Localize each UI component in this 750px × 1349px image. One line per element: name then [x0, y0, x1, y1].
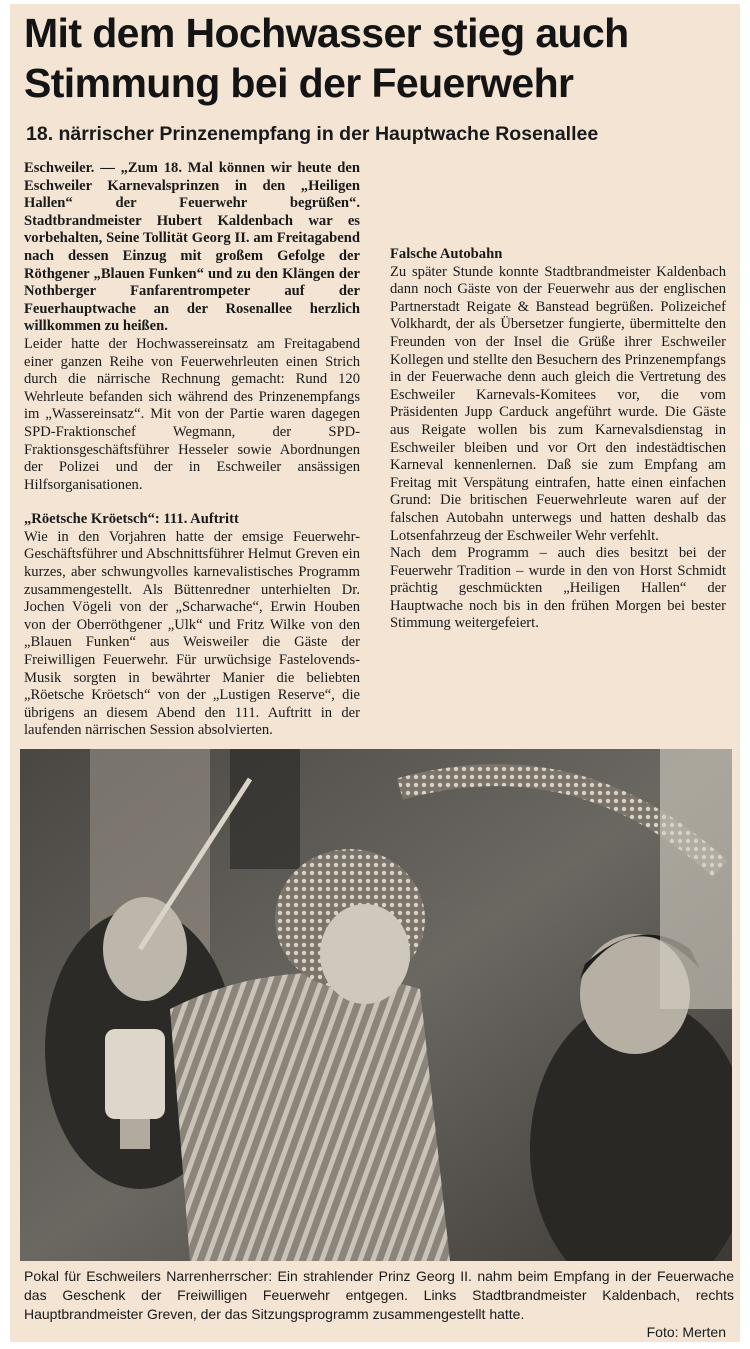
- photo-caption: Pokal für Eschweilers Narrenherrscher: Ein strahlender Prinz Georg II. nahm beim Empfang in der Feuerwache das Geschenk der Freiwilligen Feuerwehr entgegen. Links Stadtbrandmeister Kaldenbach, rechts Hauptbrandmeister Greven, der das Sitzungsprogramm zusammengestellt hatte.: [24, 1268, 734, 1322]
- article-column-left: [24, 160, 360, 739]
- article-paragraph: Nach dem Programm – auch dies besitzt bei der Feuerwehr Tradition – wurde in den von Horst Schmidt prächtig geschmückten „Heiligen Hallen“ der Hauptwache noch bis in den frühen Morgen bei bester Stimmung weitergefeiert.: [390, 545, 726, 632]
- section-heading: „Röetsche Kröetsch“: 111. Auftritt: [24, 511, 239, 528]
- photo-credit: Foto: Merten: [646, 1324, 726, 1340]
- article-paragraph: Zu später Stunde konnte Stadtbrandmeister Kaldenbach dann noch Gäste von der Feuerwehr aus der englischen Partnerstadt Reigate & Banstead begrüßen. Polizeichef Volkhardt, der als Übersetzer fungierte, übermittelte den Freunden von der Insel die Grüße ihrer Eschweiler Kollegen und stellte den Besuchern des Prinzenempfangs in der Feuerwache denn auch gleich die Vertretung des Eschweiler Karnevals-Komitees vor, die vom Präsidenten Jupp Carduck angeführt wurde. Die Gäste aus Reigate wollen bis zum Karnevalsdienstag in Eschweiler bleiben und vor Ort den indestädtischen Karneval kennenlernen. Daß sie zum Empfang am Freitag mit Verspätung eintrafen, hatte einen einfachen Grund: Die britischen Feuerwehrleute waren auf der falschen Autobahn unterwegs und hatten deshalb das Lotsenfahrzeug der Eschweiler Wehr verfehlt.: [390, 263, 726, 544]
- article-column-right: [390, 160, 726, 633]
- subheadline: 18. närrischer Prinzenempfang in der Hauptwache Rosenallee: [26, 123, 599, 145]
- press-photo: [20, 749, 732, 1261]
- headline-line-1: Mit dem Hochwasser stieg auch: [24, 10, 629, 56]
- headline-line-2: Stimmung bei der Feuerwehr: [24, 60, 574, 106]
- newspaper-clipping: [10, 4, 740, 1342]
- headline: [24, 8, 736, 108]
- section-heading: Falsche Autobahn: [390, 246, 503, 262]
- article-lead: Eschweiler. — „Zum 18. Mal können wir heute den Eschweiler Karnevalsprinzen in den „Heiligen Hallen“ der Feuerwehr begrüßen“. Stadtbrandmeister Hubert Kaldenbach war es vorbehalten, Seine Tollität Georg II. am Freitagabend nach dessen Einzug mit großem Gefolge der Röthgener „Blauen Funken“ und zu den Klängen der Nothberger Fanfarentrompeter auf der Feuerhauptwache an der Rosenallee herzlich willkommen zu heißen.: [24, 160, 360, 335]
- article-paragraph: Wie in den Vorjahren hatte der emsige Feuerwehr-Geschäftsführer und Abschnittsführer Helmut Greven ein kurzes, aber schwungvolles karnevalistisches Programm zusammengestellt. Als Büttenredner unterhielten Dr. Jochen Vögeli von der „Scharwache“, Erwin Houben von der Oberröthgener „Ulk“ und Fritz Wilke von den „Blauen Funken“ aus Weisweiler die Gäste der Freiwilligen Feuerwehr. Für urwüchsige Fastelovends-Musik sorgten in bewährter Manier die beliebten „Röetsche Kröetsch“ von der „Lustigen Reserve“, die übrigens an diesem Abend den 111. Auftritt in der laufenden närrischen Session absolvierten.: [24, 528, 360, 739]
- photo-illustration: [20, 749, 732, 1261]
- article-paragraph: Leider hatte der Hochwassereinsatz am Freitagabend einer ganzen Reihe von Feuerwehrleuten einen Strich durch die närrische Rechnung gemacht: Rund 120 Wehrleute befanden sich während des Prinzenempfangs im „Wassereinsatz“. Mit von der Partie waren dagegen SPD-Fraktionschef Wegmann, der SPD-Fraktionsgeschäftsführer Hesseler sowie Abordnungen der Polizei und der in Eschweiler ansässigen Hilfsorganisationen.: [24, 335, 360, 493]
